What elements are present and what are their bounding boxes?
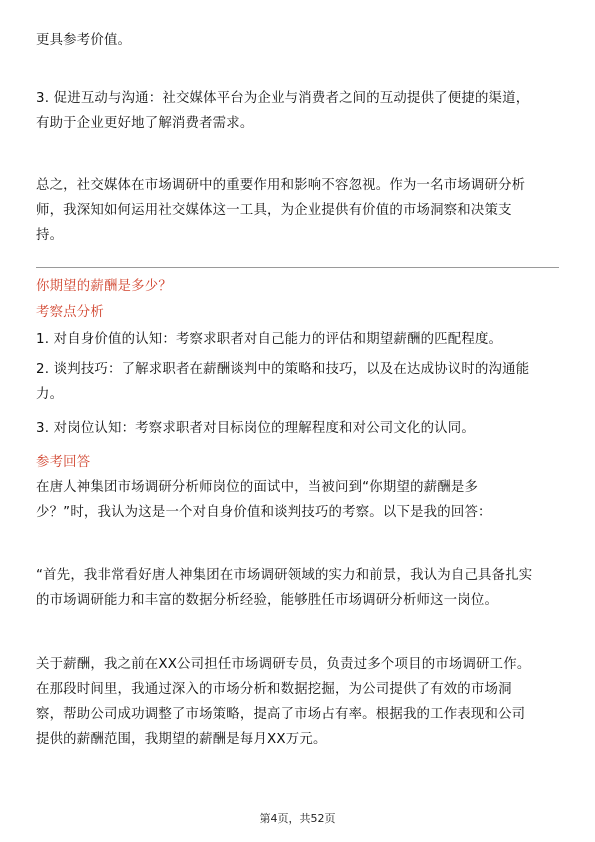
intro-paragraph <box>36 28 559 53</box>
paragraph-line: 少？”时，我认为这是一个对自身价值和谈判技巧的考察。以下是我的回答： <box>36 505 492 520</box>
focus-item-2 <box>36 357 559 407</box>
paragraph-line: 2. 谈判技巧：了解求职者在薪酬谈判中的策略和技巧，以及在达成协议时的沟通能 <box>36 362 530 377</box>
point-3-paragraph <box>36 86 559 136</box>
answer-paragraph-2 <box>36 652 559 752</box>
paragraph-line: 持。 <box>36 228 64 243</box>
paragraph-line: 3. 促进互动与沟通：社交媒体平台为企业与消费者之间的互动提供了便捷的渠道， <box>36 91 530 106</box>
paragraph-line: 3. 对岗位认知：考察求职者对目标岗位的理解程度和对公司文化的认同。 <box>36 421 475 436</box>
page-number: 第4页，共52页 <box>259 812 336 825</box>
paragraph-line: 在唐人神集团市场调研分析师岗位的面试中，当被问到“你期望的薪酬是多 <box>36 480 479 495</box>
paragraph-line: 总之，社交媒体在市场调研中的重要作用和影响不容忽视。作为一名市场调研分析 <box>36 178 526 193</box>
summary-paragraph <box>36 173 559 248</box>
paragraph-line: 关于薪酬，我之前在XX公司担任市场调研专员，负责过多个项目的市场调研工作。 <box>36 657 531 672</box>
paragraph-line: 的市场调研能力和丰富的数据分析经验，能够胜任市场调研分析师这一岗位。 <box>36 593 499 608</box>
answer-intro-paragraph <box>36 475 559 525</box>
paragraph-line: 提供的薪酬范围，我期望的薪酬是每月XX万元。 <box>36 732 327 747</box>
answer-paragraph-1 <box>36 563 559 613</box>
paragraph-line: 1. 对自身价值的认知：考察求职者对自己能力的评估和期望薪酬的匹配程度。 <box>36 332 503 347</box>
paragraph-line: 更具参考价值。 <box>36 33 132 48</box>
focus-heading: 考察点分析 <box>36 305 104 320</box>
paragraph-line: 在那段时间里，我通过深入的市场分析和数据挖掘，为公司提供了有效的市场洞 <box>36 682 512 697</box>
answer-heading: 参考回答 <box>36 455 91 470</box>
paragraph-line: 察，帮助公司成功调整了市场策略，提高了市场占有率。根据我的工作表现和公司 <box>36 707 526 722</box>
focus-item-3 <box>36 416 559 441</box>
question-title: 你期望的薪酬是多少？ <box>36 279 172 294</box>
paragraph-line: 力。 <box>36 387 64 402</box>
paragraph-line: “首先，我非常看好唐人神集团在市场调研领域的实力和前景，我认为自己具备扎实 <box>36 568 533 583</box>
focus-item-1 <box>36 327 559 352</box>
section-divider <box>36 267 559 268</box>
paragraph-line: 有助于企业更好地了解消费者需求。 <box>36 116 254 131</box>
paragraph-line: 师，我深知如何运用社交媒体这一工具，为企业提供有价值的市场洞察和决策支 <box>36 203 512 218</box>
